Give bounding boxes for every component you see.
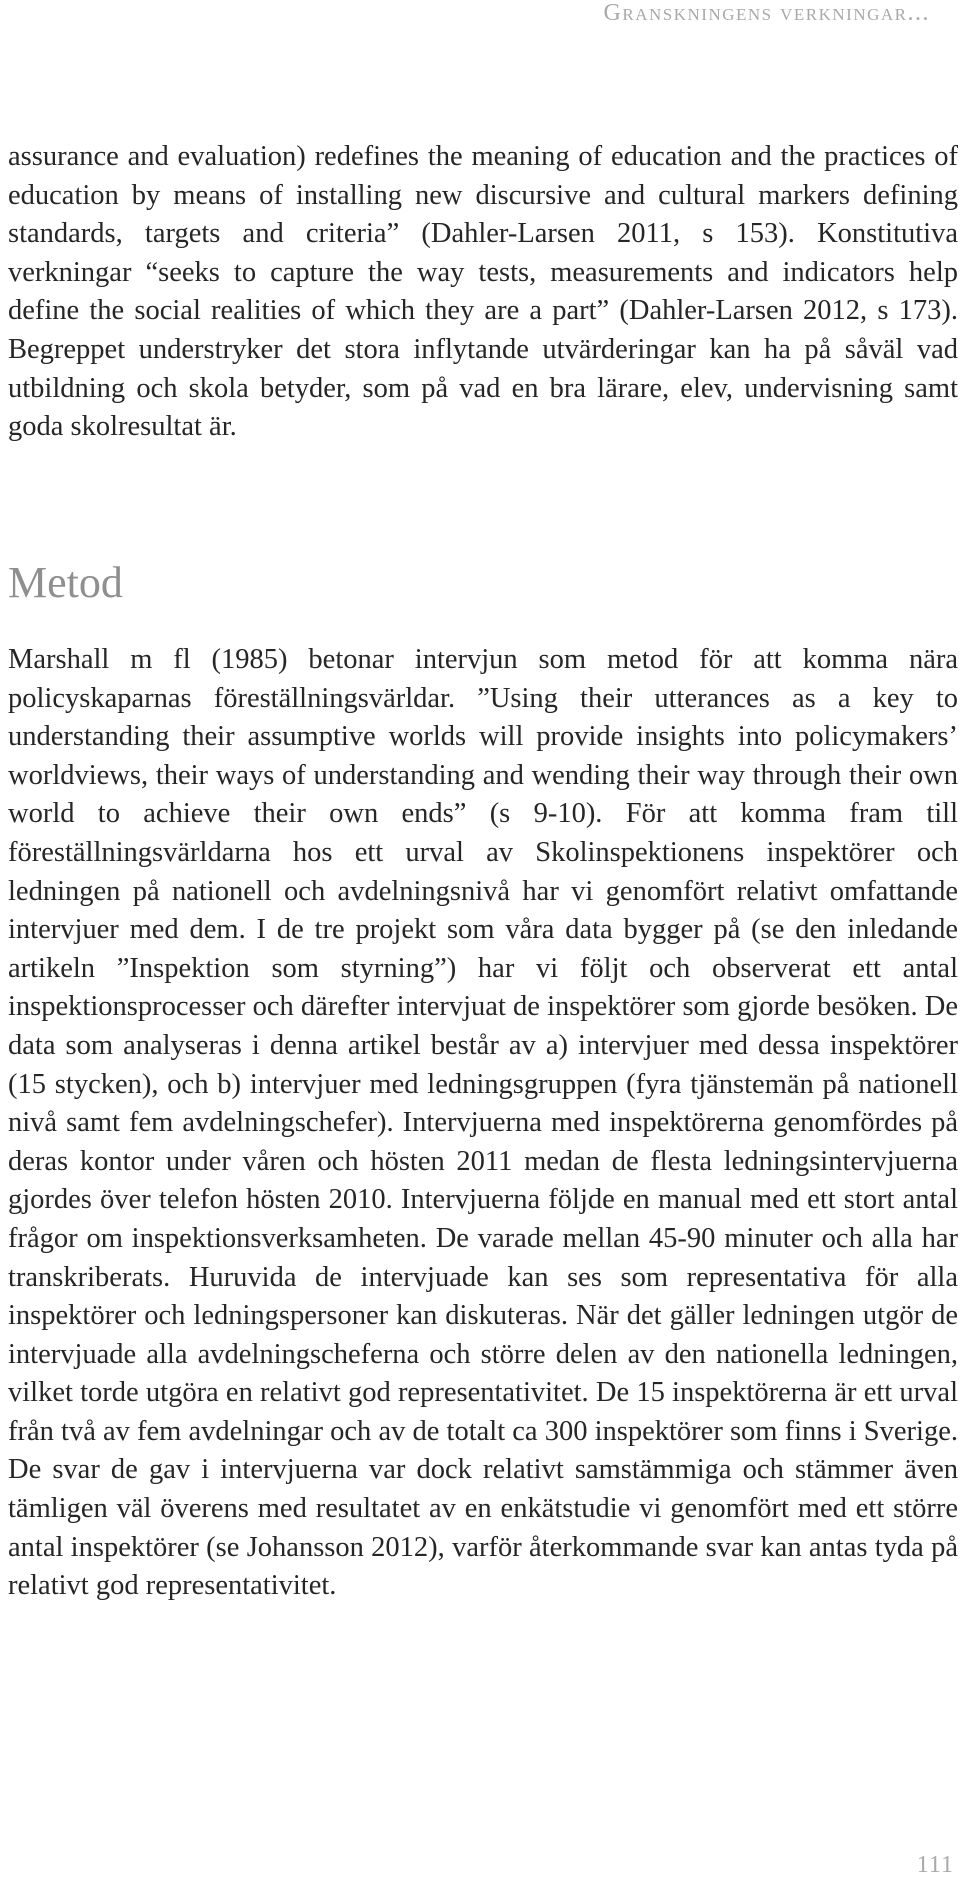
page-number: 111 — [916, 1852, 954, 1878]
running-header: Granskningens verkningar... — [603, 0, 930, 26]
body-paragraph: Marshall m fl (1985) betonar intervjun som metod för att komma nära policyskaparnas föreställningsvärldar. ”Using their utterances as a key to understanding their assumptive worlds will provide insights into policymakers’ worldviews, their ways of understanding and wending their way through their own world to achieve their own ends” (s 9-10). För att komma fram till föreställningsvärldarna hos ett urval av Skolinspektionens inspektörer och ledningen på nationell och avdelningsnivå har vi genomfört relativt omfattande intervjuer med dem. I de tre projekt som våra data bygger på (se den inledande artikeln ”Inspektion som styrning”) har vi följt och observerat ett antal inspektionsprocesser och därefter intervjuat de inspektörer som gjorde besöken. De data som analyseras i denna artikel består av a) intervjuer med dessa inspektörer (15 stycken), och b) intervjuer med ledningsgruppen (fyra tjänstemän på nationell nivå samt fem avdelningschefer). Intervjuerna med inspektörerna genomfördes på deras kontor under våren och hösten 2011 medan de flesta ledningsintervjuerna gjordes över telefon hösten 2010. Intervjuerna följde en manual med ett stort antal frågor om inspektionsverksamheten. De varade mellan 45-90 minuter och alla har transkriberats. Huruvida de intervjuade kan ses som representativa för alla inspektörer och ledningspersoner kan diskuteras. När det gäller ledningen utgör de intervjuade alla avdelningscheferna och större delen av den nationella ledningen, vilket torde utgöra en relativt god representativitet. De 15 inspektörerna är ett urval från två av fem avdelningar och av de totalt ca 300 inspektörer som finns i Sverige. De svar de gav i intervjuerna var dock relativt samstämmiga och stämmer även tämligen väl överens med resultatet av en enkätstudie vi genomfört med ett större antal inspektörer (se Johansson 2012), varför återkommande svar kan antas tyda på relativt god representativitet. — [8, 644, 958, 1602]
section-heading-metod: Metod — [8, 558, 123, 607]
body-paragraph: assurance and evaluation) redefines the meaning of education and the practices of education by means of installing new discursive and cultural markers defining standards, targets and criteria” (Dahler-Larsen 2011, s 153). Konstitutiva verkningar “seeks to capture the way tests, measurements and indicators help define the social realities of which they are a part” (Dahler-Larsen 2012, s 173). Begreppet understryker det stora inflytande utvärderingar kan ha på såväl vad utbildning och skola betyder, som på vad en bra lärare, elev, undervisning samt goda skolresultat är. — [8, 141, 958, 443]
